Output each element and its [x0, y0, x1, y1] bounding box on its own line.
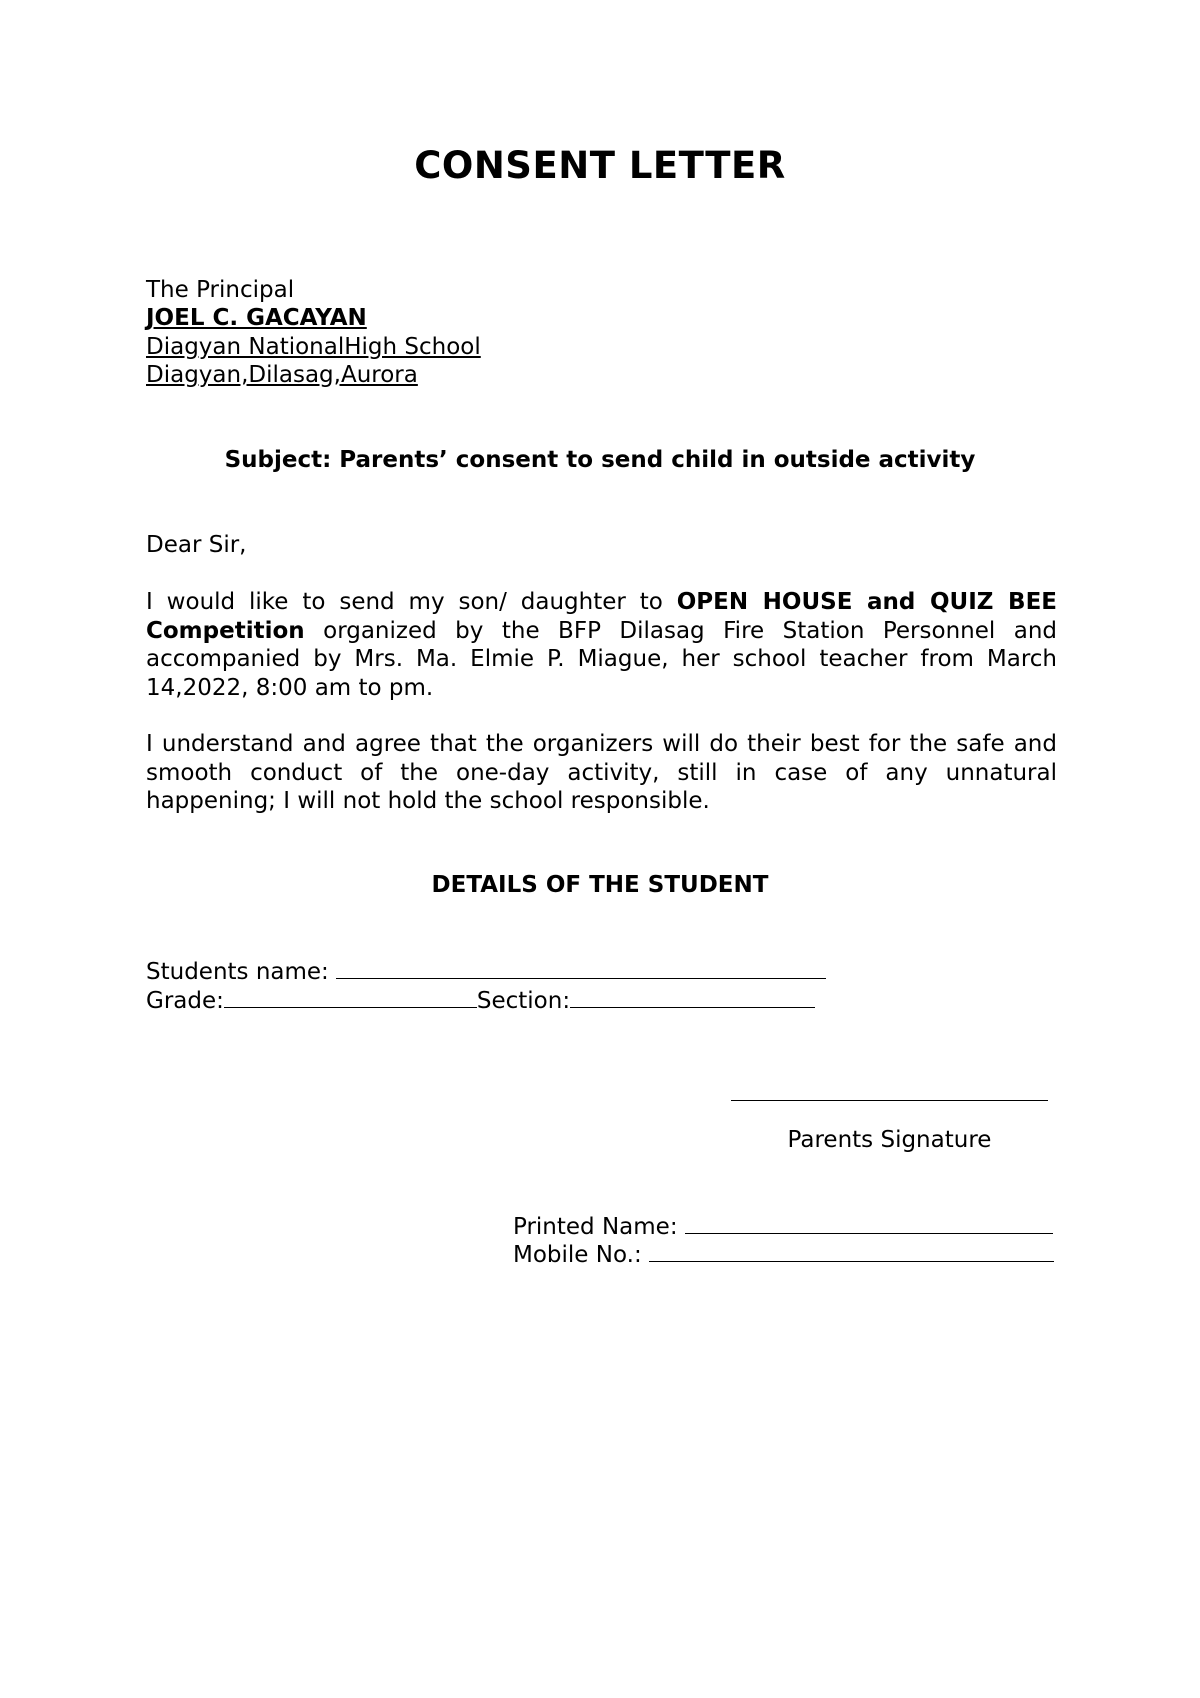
- details-heading: DETAILS OF THE STUDENT: [431, 872, 769, 898]
- body-paragraph-1: [146, 588, 1057, 702]
- salutation: Dear Sir,: [146, 532, 247, 558]
- body-p1-text-start: I would like to send my son/ daughter to: [146, 589, 677, 615]
- recipient-name: JOEL C. GACAYAN: [146, 305, 367, 331]
- page-title: CONSENT LETTER: [414, 144, 786, 187]
- parent-signature-label: Parents Signature: [787, 1127, 992, 1153]
- mobile-row: [513, 1239, 1054, 1269]
- student-name-row: [146, 956, 826, 986]
- mobile-field[interactable]: [649, 1239, 1054, 1262]
- printed-name-row: [513, 1211, 1053, 1241]
- section-field[interactable]: [570, 985, 815, 1008]
- body-p1-text-end: organized by the BFP Dilasag Fire Station Personnel and accompanied by Mrs. Ma. Elmie P. Miague, her school teacher from March 14,2022, 8:00 am to pm.: [146, 617, 1057, 701]
- recipient-school: Diagyan NationalHigh School: [146, 334, 481, 360]
- printed-name-label: Printed Name:: [513, 1214, 685, 1240]
- student-name-label: Students name:: [146, 959, 337, 985]
- printed-name-field[interactable]: [685, 1211, 1053, 1234]
- recipient-role: The Principal: [146, 277, 295, 303]
- body-paragraph-2: I understand and agree that the organizers will do their best for the safe and smooth conduct of the one-day activity, still in case of any unnatural happening; I will not hold the school responsible.: [146, 731, 1057, 814]
- subject-line: Subject: Parents’ consent to send child in outside activity: [224, 447, 976, 473]
- recipient-address: Diagyan,Dilasag,Aurora: [146, 362, 418, 388]
- grade-label: Grade:: [146, 988, 224, 1014]
- section-label: Section:: [476, 988, 571, 1014]
- grade-section-row: [146, 985, 815, 1015]
- event-name: OPEN HOUSE and QUIZ BEE Competition: [146, 589, 1057, 644]
- student-name-field[interactable]: [336, 956, 826, 979]
- grade-field[interactable]: [224, 985, 477, 1008]
- mobile-label: Mobile No.:: [513, 1242, 650, 1268]
- parent-signature-line[interactable]: [731, 1100, 1048, 1101]
